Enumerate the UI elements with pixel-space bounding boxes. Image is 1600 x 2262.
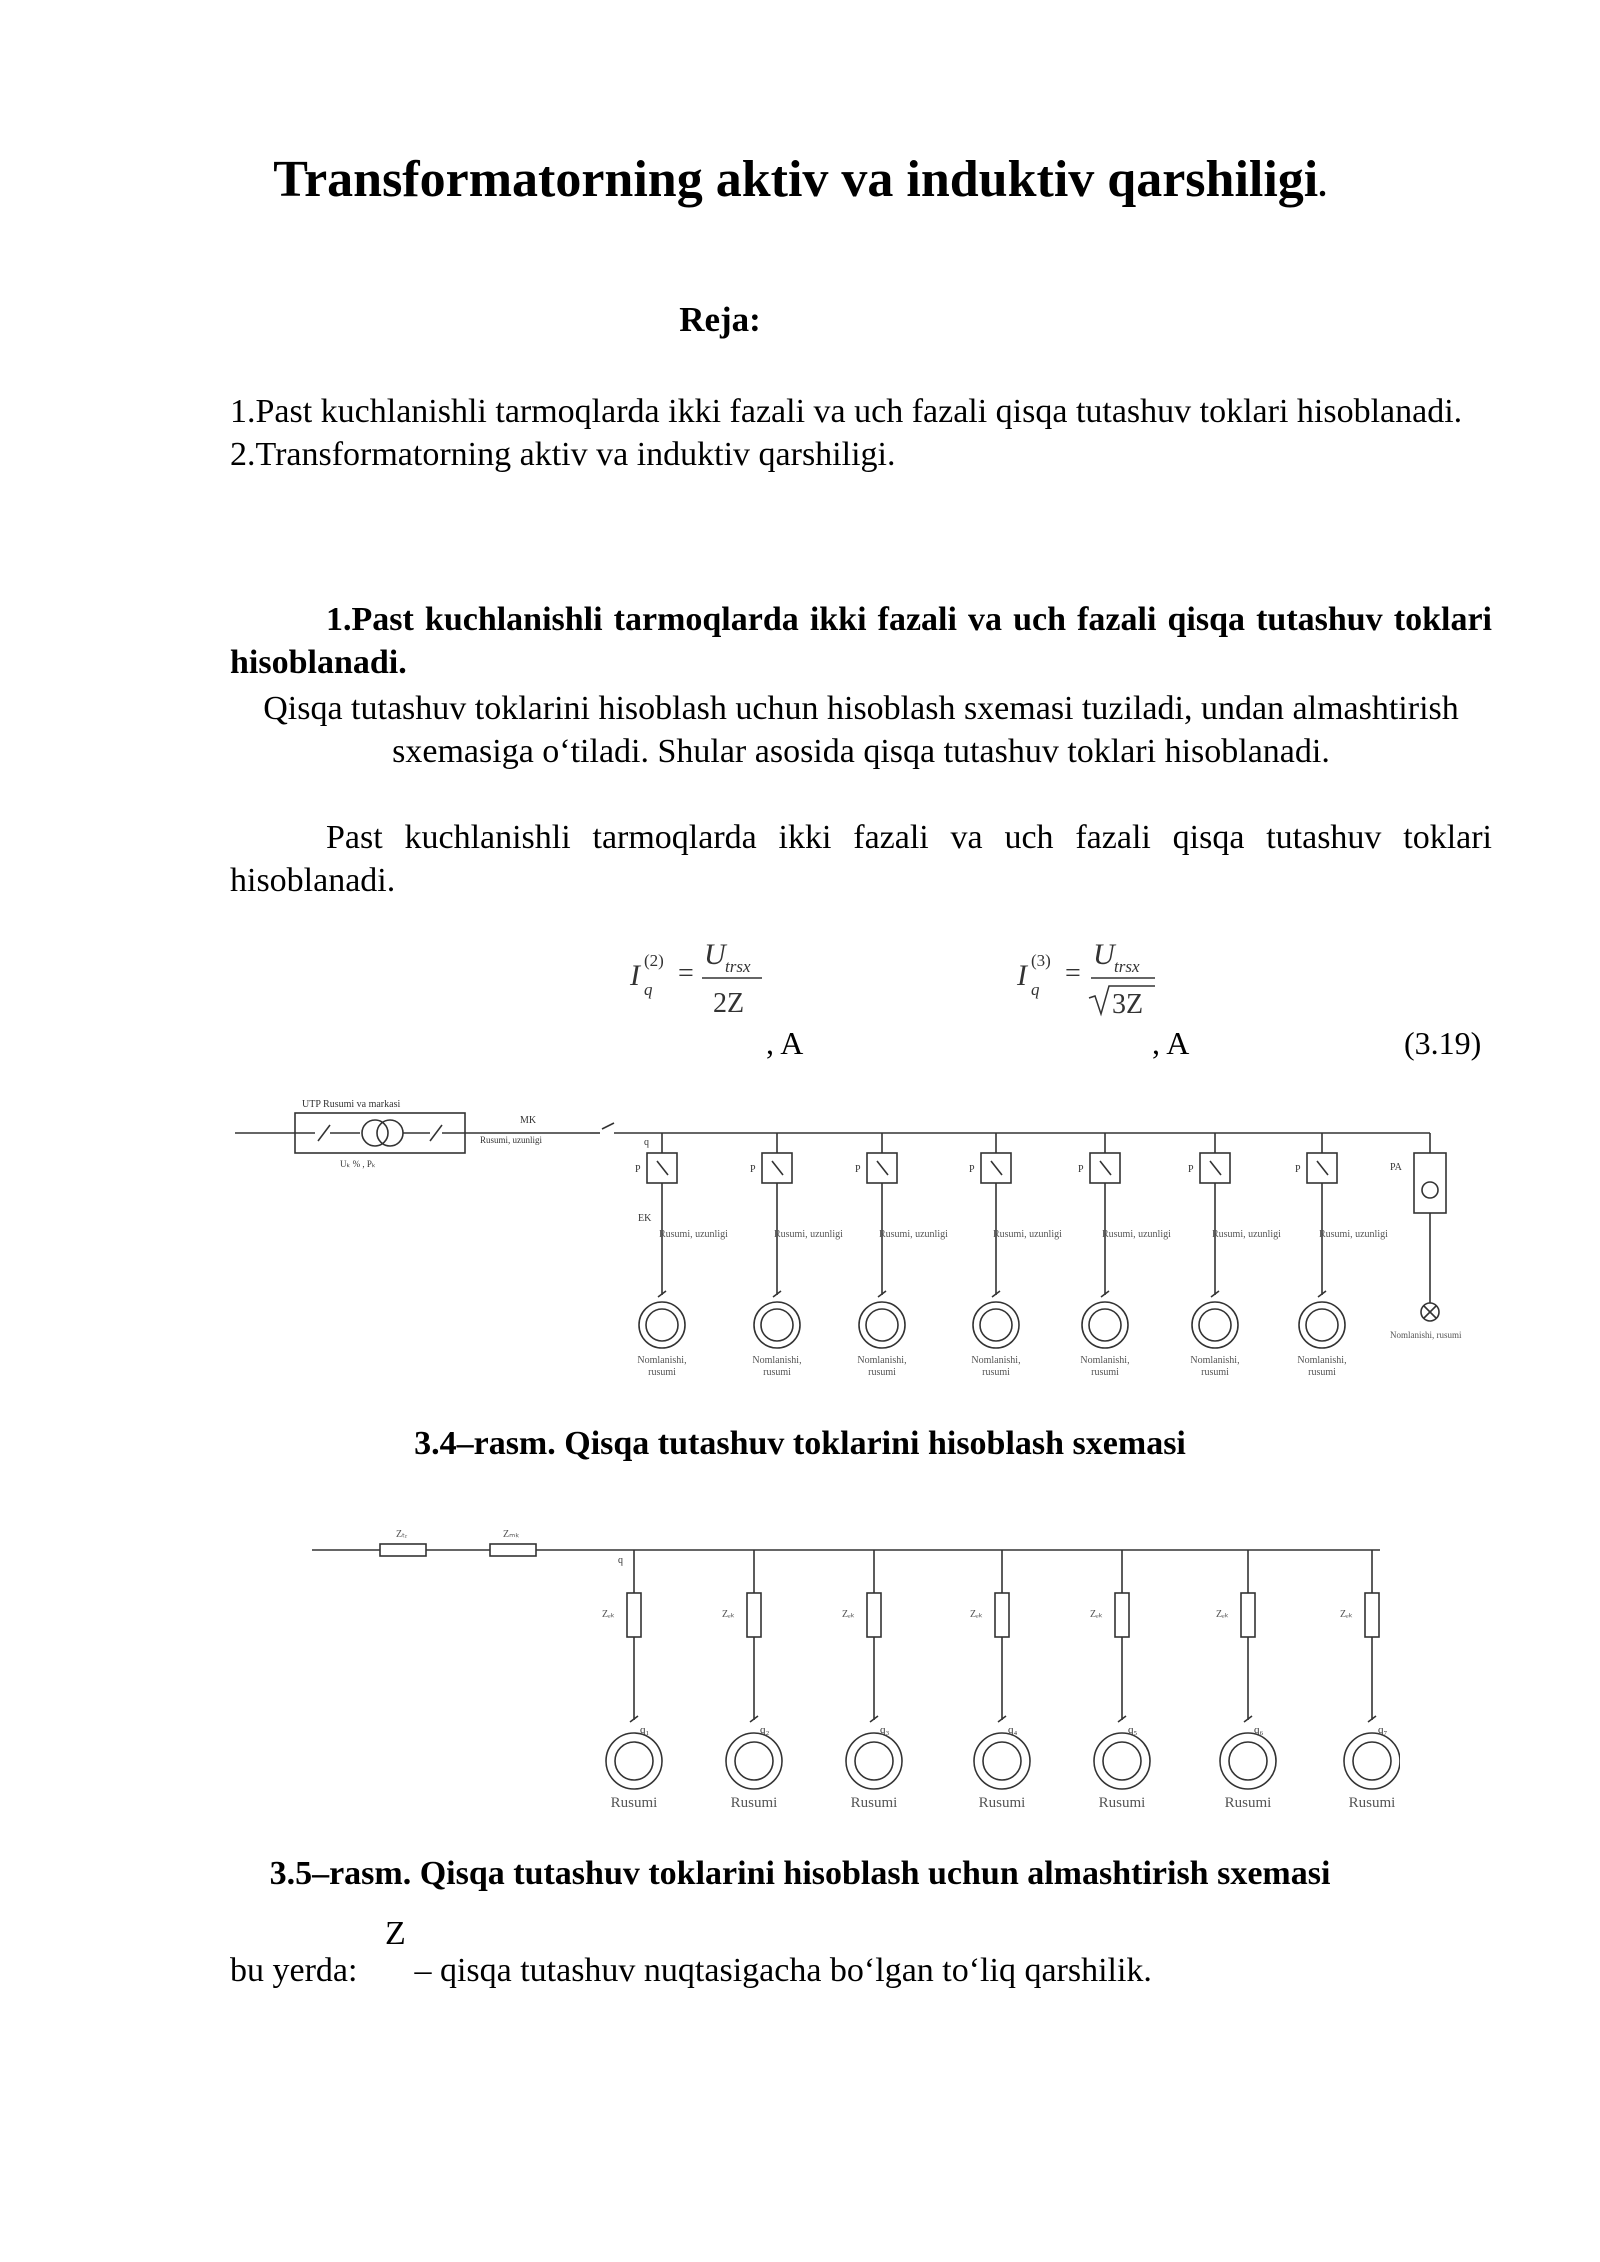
formula-block — [600, 930, 1500, 1070]
fig2-branch — [842, 1550, 902, 1811]
mk-sublabel: Rusumi, uzunligi — [480, 1135, 543, 1145]
breaker-label: P — [750, 1164, 756, 1175]
q-label: q₃ — [880, 1724, 890, 1736]
where-label: bu yerda: — [230, 1952, 358, 1989]
formula1-sub: q — [644, 980, 653, 999]
transformer-winding-1 — [362, 1120, 388, 1146]
unit-label: , A — [1152, 1025, 1190, 1061]
z-resistor — [995, 1593, 1009, 1637]
fig2-branches — [602, 1550, 1400, 1811]
plan-list — [230, 390, 1492, 476]
breaker-label: P — [1188, 1164, 1194, 1175]
breaker-label: P — [855, 1164, 861, 1175]
q-label: q₅ — [1128, 1724, 1138, 1736]
formula1-I: I — [630, 959, 640, 992]
utp-params: Uₖ % , Pₖ — [340, 1159, 376, 1169]
fig2-branch — [602, 1550, 662, 1811]
section-heading — [230, 598, 1492, 684]
z-label: Zₑₖ — [602, 1609, 615, 1620]
cable-label: Rusumi, uzunligi — [1102, 1229, 1171, 1240]
figure-caption: 3.4–rasm. Qisqa tutashuv toklarini hisoblash sxemasi — [414, 1425, 1186, 1462]
q-label: q — [644, 1137, 649, 1148]
z-resistor — [1365, 1593, 1379, 1637]
fig2-branch — [1340, 1550, 1400, 1811]
formula2-num-sub: trsx — [1114, 957, 1140, 976]
figure-3-4-calculation-scheme — [230, 1085, 1500, 1395]
motor-label: Nomlanishi, — [857, 1355, 907, 1366]
motor-label: rusumi — [1308, 1367, 1336, 1378]
z-resistor — [867, 1593, 881, 1637]
lamp-label: Nomlanishi, rusumi — [1390, 1330, 1462, 1340]
utp-box — [295, 1113, 465, 1153]
fig1-branch — [1295, 1133, 1388, 1378]
transformer-winding-2 — [377, 1120, 403, 1146]
cable-label: Rusumi, uzunligi — [993, 1229, 1062, 1240]
q-label: q₁ — [640, 1724, 650, 1736]
motor-label: rusumi — [1091, 1367, 1119, 1378]
formula2-sub: q — [1031, 980, 1040, 999]
figure-caption: 3.5–rasm. Qisqa tutashuv toklarini hisoblash uchun almashtirish sxemasi — [269, 1855, 1331, 1892]
where-text: – qisqa tutashuv nuqtasigacha bo‘lgan to‘liq qarshilik. — [414, 1952, 1152, 1989]
motor-label: Rusumi — [850, 1795, 898, 1811]
plan-item: 1.Past kuchlanishli tarmoqlarda ikki fazali va uch fazali qisqa tutashuv toklari hisoblanadi. — [230, 393, 1463, 430]
q-label: q₆ — [1254, 1724, 1264, 1736]
motor-label: Nomlanishi, — [752, 1355, 802, 1366]
cable-label: Rusumi, uzunligi — [1212, 1229, 1281, 1240]
equation-number: (3.19) — [1404, 1025, 1482, 1061]
utp-label: UTP Rusumi va markasi — [302, 1099, 401, 1110]
fig1-branch — [969, 1133, 1062, 1378]
where-symbol: Z — [385, 1915, 406, 1952]
q-label: q — [618, 1555, 623, 1566]
fig2-branch — [722, 1550, 782, 1811]
breaker-label: P — [969, 1164, 975, 1175]
formula2-num: U — [1093, 938, 1115, 971]
z-mk-resistor — [490, 1544, 536, 1556]
motor-label: Nomlanishi, — [637, 1355, 687, 1366]
motor-label: Nomlanishi, — [971, 1355, 1021, 1366]
figure-3-5-equivalent-scheme — [300, 1505, 1400, 1815]
cable-label: Rusumi, uzunligi — [1319, 1229, 1388, 1240]
motor-label: rusumi — [1201, 1367, 1229, 1378]
fig1-branch — [855, 1133, 948, 1378]
motor-label: Nomlanishi, — [1297, 1355, 1347, 1366]
z-label: Zₑₖ — [722, 1609, 735, 1620]
motor-label: rusumi — [648, 1367, 676, 1378]
motor-label: rusumi — [763, 1367, 791, 1378]
plan-item: 2.Transformatorning aktiv va induktiv qarshiligi. — [230, 436, 896, 473]
formula2-I: I — [1017, 959, 1027, 992]
breaker-label: P — [1295, 1164, 1301, 1175]
formula2-sup: (3) — [1031, 951, 1051, 970]
cable-label: Rusumi, uzunligi — [659, 1229, 728, 1240]
fig2-branch — [1216, 1550, 1276, 1811]
paragraph — [230, 816, 1492, 902]
motor-label: Nomlanishi, — [1080, 1355, 1130, 1366]
equals: = — [678, 958, 694, 989]
z-mk-label: Zₘₖ — [503, 1529, 520, 1540]
z-resistor — [627, 1593, 641, 1637]
section-heading-text: 1.Past kuchlanishli tarmoqlarda ikki fazali va uch fazali qisqa tutashuv toklari hisoblanadi. — [230, 601, 1492, 681]
title-text: Transformatorning aktiv va induktiv qarshiligi — [273, 151, 1319, 208]
motor-label: Rusumi — [610, 1795, 658, 1811]
fig2-branch — [1090, 1550, 1150, 1811]
pa-box — [1414, 1153, 1446, 1213]
mk-breaker — [602, 1123, 614, 1129]
motor-label: rusumi — [982, 1367, 1010, 1378]
motor-label: Rusumi — [978, 1795, 1026, 1811]
pa-label: PA — [1390, 1162, 1402, 1173]
ek-label: EK — [638, 1213, 652, 1224]
z-label: Zₑₖ — [842, 1609, 855, 1620]
formula1-den: 2Z — [713, 988, 745, 1019]
page-title — [0, 150, 1600, 209]
centered-paragraph: Qisqa tutashuv toklarini hisoblash uchun hisoblash sxemasi tuziladi, undan almashtirish sxemasiga o‘tiladi. Shular asosida qisqa tutashuv toklari hisoblanadi. — [263, 690, 1459, 770]
pa-branch — [1414, 1133, 1446, 1321]
formula1-num: U — [704, 938, 726, 971]
breaker-label: P — [1078, 1164, 1084, 1175]
motor-label: Rusumi — [730, 1795, 778, 1811]
fig1-branch — [750, 1133, 843, 1378]
where-line — [230, 1952, 1152, 1990]
unit-label: , A — [766, 1025, 804, 1061]
z-resistor — [1115, 1593, 1129, 1637]
mk-label: MK — [520, 1115, 537, 1126]
fig1-branch — [635, 1133, 728, 1378]
q-label: q₄ — [1008, 1724, 1018, 1736]
formula1-num-sub: trsx — [725, 957, 751, 976]
motor-label: Rusumi — [1098, 1795, 1146, 1811]
q-label: q₇ — [1378, 1724, 1388, 1736]
motor-label: Rusumi — [1348, 1795, 1396, 1811]
fig1-branches — [635, 1133, 1388, 1378]
fig2-branch — [970, 1550, 1030, 1811]
formula1-sup: (2) — [644, 951, 664, 970]
title-dot: . — [1318, 167, 1327, 204]
z-label: Zₑₖ — [1340, 1609, 1353, 1620]
z-resistor — [1241, 1593, 1255, 1637]
fig1-branch — [1188, 1133, 1281, 1378]
z-label: Zₑₖ — [970, 1609, 983, 1620]
motor-label: rusumi — [868, 1367, 896, 1378]
fig1-branch — [1078, 1133, 1171, 1378]
z-label: Zₑₖ — [1216, 1609, 1229, 1620]
motor-label: Rusumi — [1224, 1795, 1272, 1811]
cable-label: Rusumi, uzunligi — [774, 1229, 843, 1240]
equals: = — [1065, 958, 1081, 989]
z-resistor — [747, 1593, 761, 1637]
plan-heading: Reja: — [679, 300, 761, 339]
paragraph-text: Past kuchlanishli tarmoqlarda ikki fazali va uch fazali qisqa tutashuv toklari hisoblanadi. — [230, 819, 1492, 899]
cable-label: Rusumi, uzunligi — [879, 1229, 948, 1240]
z-tr-label: Zₜᵣ — [396, 1529, 408, 1540]
breaker-label: P — [635, 1164, 641, 1175]
z-label: Zₑₖ — [1090, 1609, 1103, 1620]
z-tr-resistor — [380, 1544, 426, 1556]
q-label: q₂ — [760, 1724, 770, 1736]
formula2-den: 3Z — [1112, 989, 1144, 1020]
motor-label: Nomlanishi, — [1190, 1355, 1240, 1366]
